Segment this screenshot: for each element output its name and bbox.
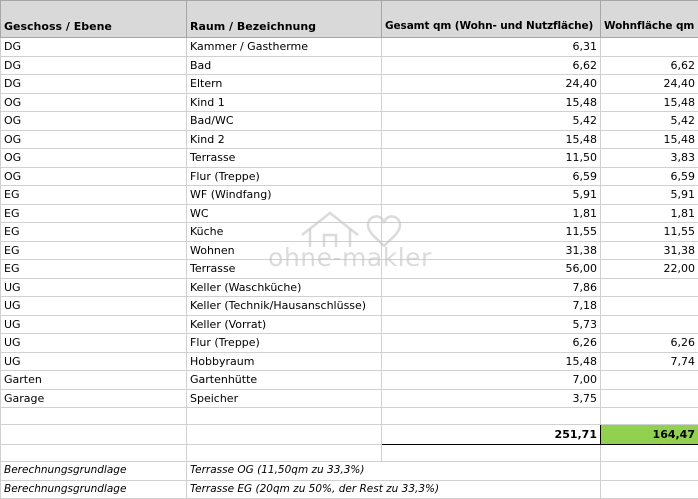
cell-geschoss[interactable]: EG: [1, 204, 187, 223]
cell-gesamt-qm[interactable]: 6,59: [382, 167, 601, 186]
cell[interactable]: [1, 408, 187, 425]
empty-row: [1, 445, 698, 462]
cell[interactable]: [187, 425, 382, 445]
cell-wohnflaeche[interactable]: [601, 38, 698, 57]
cell-raum[interactable]: Kind 1: [187, 93, 382, 112]
cell-gesamt-qm[interactable]: 7,86: [382, 278, 601, 297]
cell-raum[interactable]: Bad/WC: [187, 112, 382, 131]
cell-gesamt-qm[interactable]: 11,50: [382, 149, 601, 168]
cell-wohnflaeche[interactable]: 5,42: [601, 112, 698, 131]
cell-wohnflaeche[interactable]: [601, 278, 698, 297]
note-text[interactable]: Terrasse OG (11,50qm zu 33,3%): [187, 462, 601, 481]
cell-gesamt-qm[interactable]: 5,42: [382, 112, 601, 131]
cell-raum[interactable]: Keller (Technik/Hausanschlüsse): [187, 297, 382, 316]
table-row: [1, 297, 698, 316]
cell-geschoss[interactable]: UG: [1, 315, 187, 334]
header-row: [1, 1, 698, 38]
cell-raum[interactable]: Terrasse: [187, 260, 382, 279]
table-row: [1, 260, 698, 279]
cell-geschoss[interactable]: DG: [1, 56, 187, 75]
table-row: [1, 93, 698, 112]
cell-geschoss[interactable]: OG: [1, 149, 187, 168]
header-gesamt-qm[interactable]: Gesamt qm (Wohn- und Nutzfläche): [382, 1, 601, 38]
total-gesamt-cell[interactable]: 251,71: [382, 425, 601, 445]
cell-raum[interactable]: Keller (Vorrat): [187, 315, 382, 334]
cell[interactable]: [601, 408, 698, 425]
cell-wohnflaeche[interactable]: 24,40: [601, 75, 698, 94]
cell-geschoss[interactable]: EG: [1, 186, 187, 205]
table-row: [1, 75, 698, 94]
cell-geschoss[interactable]: EG: [1, 260, 187, 279]
cell-wohnflaeche[interactable]: 5,91: [601, 186, 698, 205]
table-row: [1, 56, 698, 75]
cell-raum[interactable]: Küche: [187, 223, 382, 242]
table-row: [1, 278, 698, 297]
cell-geschoss[interactable]: EG: [1, 223, 187, 242]
cell-wohnflaeche[interactable]: 1,81: [601, 204, 698, 223]
cell[interactable]: [1, 425, 187, 445]
cell-wohnflaeche[interactable]: [601, 315, 698, 334]
cell-raum[interactable]: Terrasse: [187, 149, 382, 168]
cell[interactable]: [187, 445, 382, 462]
cell-wohnflaeche[interactable]: 22,00: [601, 260, 698, 279]
cell-gesamt-qm[interactable]: 5,91: [382, 186, 601, 205]
cell-geschoss[interactable]: UG: [1, 352, 187, 371]
header-raum[interactable]: Raum / Bezeichnung: [187, 1, 382, 38]
cell-wohnflaeche[interactable]: [601, 389, 698, 408]
note-label[interactable]: Berechnungsgrundlage: [1, 462, 187, 481]
cell-raum[interactable]: Keller (Waschküche): [187, 278, 382, 297]
note-label[interactable]: Berechnungsgrundlage: [1, 480, 187, 499]
cell-gesamt-qm[interactable]: 1,81: [382, 204, 601, 223]
cell-wohnflaeche[interactable]: 6,26: [601, 334, 698, 353]
cell-gesamt-qm[interactable]: 7,00: [382, 371, 601, 390]
cell-wohnflaeche[interactable]: 15,48: [601, 130, 698, 149]
cell-gesamt-qm[interactable]: 24,40: [382, 75, 601, 94]
header-wohnflaeche[interactable]: Wohnfläche qm: [601, 1, 698, 38]
total-wohnflaeche-cell[interactable]: 164,47: [601, 425, 698, 445]
cell-gesamt-qm[interactable]: 31,38: [382, 241, 601, 260]
table-row: [1, 352, 698, 371]
header-geschoss[interactable]: Geschoss / Ebene: [1, 1, 187, 38]
cell-geschoss[interactable]: OG: [1, 167, 187, 186]
cell-raum[interactable]: Gartenhütte: [187, 371, 382, 390]
table-row: [1, 223, 698, 242]
cell-geschoss[interactable]: OG: [1, 112, 187, 131]
watermark-text: ohne-makler: [250, 243, 450, 272]
cell-raum[interactable]: Speicher: [187, 389, 382, 408]
cell-geschoss[interactable]: EG: [1, 241, 187, 260]
cell[interactable]: [1, 445, 187, 462]
cell-raum[interactable]: Flur (Treppe): [187, 167, 382, 186]
cell-wohnflaeche[interactable]: [601, 297, 698, 316]
table-row: [1, 389, 698, 408]
cell-wohnflaeche[interactable]: 15,48: [601, 93, 698, 112]
cell-gesamt-qm[interactable]: 11,55: [382, 223, 601, 242]
cell-gesamt-qm[interactable]: 15,48: [382, 93, 601, 112]
cell-geschoss[interactable]: DG: [1, 38, 187, 57]
cell[interactable]: [601, 462, 698, 481]
cell-raum[interactable]: Kind 2: [187, 130, 382, 149]
cell-raum[interactable]: Eltern: [187, 75, 382, 94]
cell-wohnflaeche[interactable]: [601, 371, 698, 390]
cell-geschoss[interactable]: DG: [1, 75, 187, 94]
cell[interactable]: [601, 480, 698, 499]
cell-gesamt-qm[interactable]: 15,48: [382, 352, 601, 371]
cell-geschoss[interactable]: OG: [1, 130, 187, 149]
table-row: [1, 186, 698, 205]
cell-gesamt-qm[interactable]: 6,62: [382, 56, 601, 75]
cell-geschoss[interactable]: UG: [1, 278, 187, 297]
table-row: [1, 112, 698, 131]
note-text[interactable]: Terrasse EG (20qm zu 50%, der Rest zu 33,3%): [187, 480, 601, 499]
cell-raum[interactable]: Flur (Treppe): [187, 334, 382, 353]
cell-gesamt-qm[interactable]: 3,75: [382, 389, 601, 408]
cell-geschoss[interactable]: Garten: [1, 371, 187, 390]
cell-raum[interactable]: Bad: [187, 56, 382, 75]
cell-geschoss[interactable]: OG: [1, 93, 187, 112]
cell-wohnflaeche[interactable]: 6,62: [601, 56, 698, 75]
cell-geschoss[interactable]: UG: [1, 334, 187, 353]
cell-gesamt-qm[interactable]: 15,48: [382, 130, 601, 149]
cell[interactable]: [382, 445, 601, 462]
cell-gesamt-qm[interactable]: 5,73: [382, 315, 601, 334]
cell-gesamt-qm[interactable]: 6,31: [382, 38, 601, 57]
table-row: [1, 204, 698, 223]
table-row: [1, 149, 698, 168]
cell-wohnflaeche[interactable]: 11,55: [601, 223, 698, 242]
table-row: [1, 315, 698, 334]
cell-wohnflaeche[interactable]: 31,38: [601, 241, 698, 260]
cell-raum[interactable]: WF (Windfang): [187, 186, 382, 205]
cell[interactable]: [382, 408, 601, 425]
cell[interactable]: [601, 445, 698, 462]
total-row: [1, 425, 698, 445]
cell-raum[interactable]: Hobbyraum: [187, 352, 382, 371]
cell-raum[interactable]: WC: [187, 204, 382, 223]
cell-geschoss[interactable]: UG: [1, 297, 187, 316]
table-row: [1, 130, 698, 149]
table-row: [1, 38, 698, 57]
note-row: [1, 462, 698, 481]
cell-wohnflaeche[interactable]: 7,74: [601, 352, 698, 371]
table-row: [1, 371, 698, 390]
cell-gesamt-qm[interactable]: 56,00: [382, 260, 601, 279]
cell-gesamt-qm[interactable]: 6,26: [382, 334, 601, 353]
table-row: [1, 334, 698, 353]
table-row: [1, 241, 698, 260]
empty-row: [1, 408, 698, 425]
cell-wohnflaeche[interactable]: 3,83: [601, 149, 698, 168]
cell-gesamt-qm[interactable]: 7,18: [382, 297, 601, 316]
table-row: [1, 167, 698, 186]
cell[interactable]: [187, 408, 382, 425]
note-row: [1, 480, 698, 499]
cell-raum[interactable]: Kammer / Gastherme: [187, 38, 382, 57]
cell-raum[interactable]: Wohnen: [187, 241, 382, 260]
cell-wohnflaeche[interactable]: 6,59: [601, 167, 698, 186]
cell-geschoss[interactable]: Garage: [1, 389, 187, 408]
